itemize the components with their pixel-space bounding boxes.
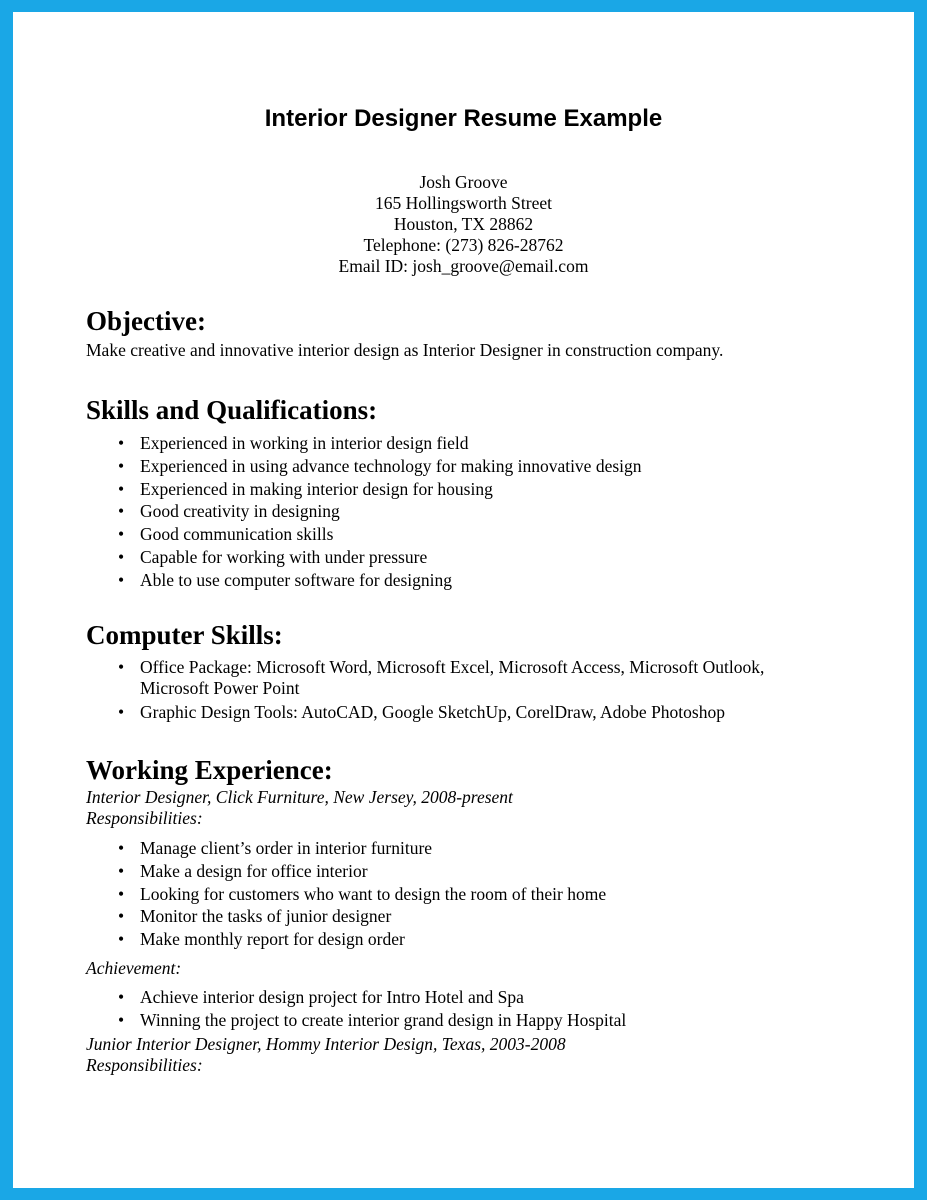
achievement-label: Achievement: <box>86 957 182 978</box>
list-item: • Graphic Design Tools: AutoCAD, Google SketchUp, CorelDraw, Adobe Photoshop <box>118 702 725 722</box>
list-item: • Experienced in making interior design for housing <box>118 478 493 499</box>
list-item: • Good communication skills <box>118 524 334 545</box>
list-item: • Make monthly report for design order <box>118 929 405 950</box>
contact-email: Email ID: josh_groove@email.com <box>338 256 589 276</box>
bullet-icon: • <box>118 478 125 499</box>
list-item: • Make a design for office interior <box>118 860 368 881</box>
list-item: • Able to use computer software for designing <box>118 569 453 590</box>
contact-name: Josh Groove <box>419 172 508 192</box>
resume-page <box>13 12 914 1188</box>
experience-heading: Working Experience: <box>86 755 333 785</box>
contact-city: Houston, TX 28862 <box>393 214 534 234</box>
list-item: • Good creativity in designing <box>118 501 340 522</box>
job-title: Interior Designer, Click Furniture, New Jersey, 2008-present <box>86 787 513 807</box>
bullet-icon: • <box>118 883 125 904</box>
bullet-icon: • <box>118 906 125 927</box>
list-item: • Capable for working with under pressure <box>118 546 428 567</box>
contact-street: 165 Hollingsworth Street <box>375 193 552 213</box>
list-item: • Achieve interior design project for Intro Hotel and Spa <box>118 986 524 1007</box>
bullet-icon: • <box>118 546 125 567</box>
bullet-icon: • <box>118 838 125 858</box>
page-title: Interior Designer Resume Example <box>264 105 663 132</box>
bullet-icon: • <box>118 501 125 522</box>
bullet-icon: • <box>118 986 125 1007</box>
job-title: Junior Interior Designer, Hommy Interior Design, Texas, 2003-2008 <box>86 1033 566 1054</box>
contact-telephone: Telephone: (273) 826-28762 <box>363 235 564 255</box>
bullet-icon: • <box>118 455 125 476</box>
bullet-icon: • <box>118 524 125 545</box>
responsibilities-label: Responsibilities: <box>86 808 203 828</box>
list-item: • Office Package: Microsoft Word, Microsoft Excel, Microsoft Access, Microsoft Outlook, Microsoft Power Point <box>118 657 765 698</box>
skills-section <box>86 394 886 592</box>
list-item: • Monitor the tasks of junior designer <box>118 906 392 927</box>
responsibilities-list <box>86 837 886 951</box>
list-item: • Manage client’s order in interior furniture <box>118 838 433 858</box>
computer-skills-list <box>86 657 806 724</box>
list-item: • Experienced in working in interior design field <box>118 433 469 453</box>
computer-skills-heading: Computer Skills: <box>86 620 283 650</box>
experience-section <box>86 754 886 1076</box>
bullet-icon: • <box>118 860 125 881</box>
objective-section <box>86 305 886 361</box>
achievements-list <box>86 986 886 1032</box>
list-item: • Experienced in using advance technology for making innovative design <box>118 455 642 476</box>
contact-block <box>13 172 914 277</box>
list-item: • Winning the project to create interior grand design in Happy Hospital <box>118 1009 627 1030</box>
skills-list <box>86 432 886 592</box>
bullet-icon: • <box>118 929 125 950</box>
objective-text: Make creative and innovative interior design as Interior Designer in construction company. <box>86 340 724 360</box>
responsibilities-label: Responsibilities: <box>86 1054 203 1075</box>
list-item: • Looking for customers who want to design the room of their home <box>118 883 607 904</box>
bullet-icon: • <box>118 657 125 677</box>
bullet-icon: • <box>118 1009 125 1030</box>
bullet-icon: • <box>118 569 125 590</box>
skills-heading: Skills and Qualifications: <box>86 395 378 425</box>
bullet-icon: • <box>118 702 125 722</box>
computer-skills-section <box>86 619 886 724</box>
objective-heading: Objective: <box>86 306 206 336</box>
bullet-icon: • <box>118 433 125 453</box>
